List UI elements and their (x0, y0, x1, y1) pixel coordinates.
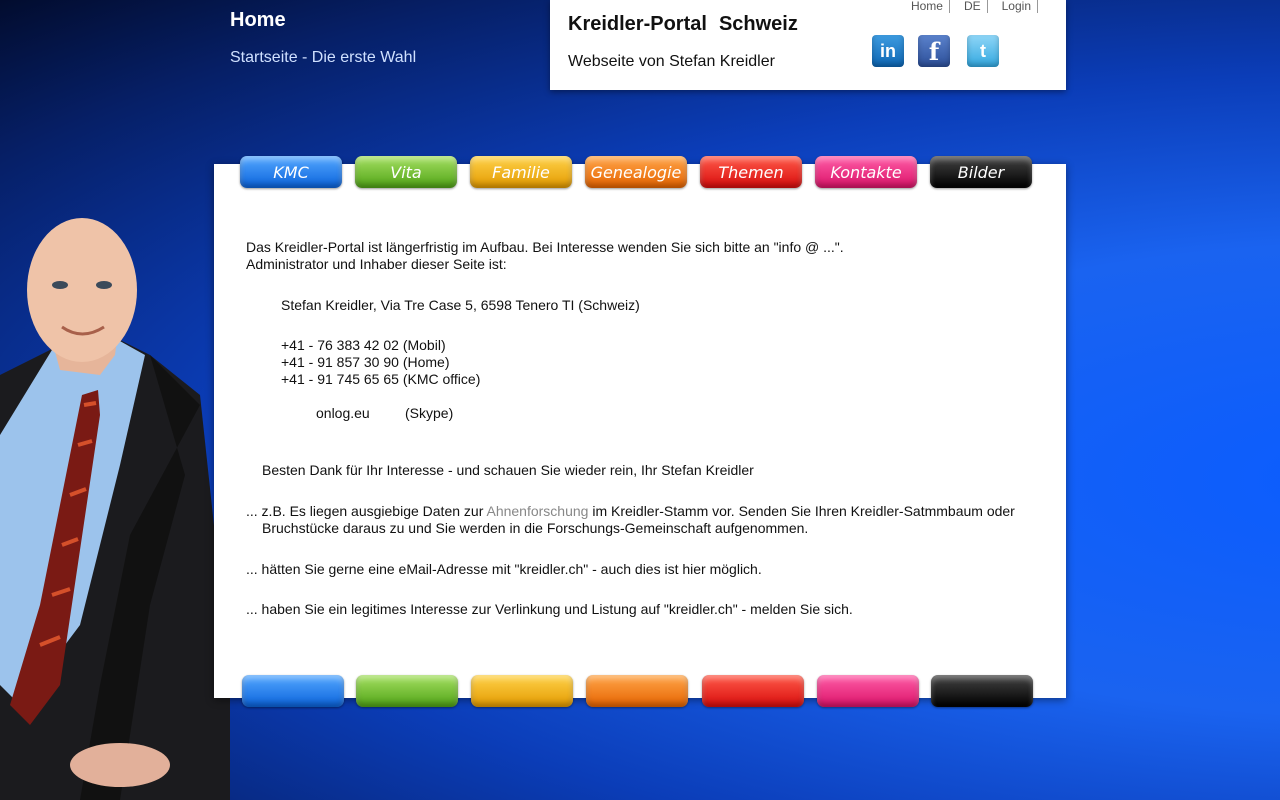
ahnenforschung-link[interactable]: Ahnenforschung (486, 503, 589, 519)
footer-tab-red[interactable] (702, 675, 804, 707)
portrait-image (0, 205, 230, 800)
portal-subtitle: Webseite von Stefan Kreidler (568, 53, 775, 70)
link-paragraph: ... haben Sie ein legitimes Interesse zur Verlinkung und Listung auf "kreidler.ch" - melden Sie sich. (246, 601, 853, 617)
top-links (897, 0, 1038, 13)
footer-tab-blue[interactable] (242, 675, 344, 707)
email-paragraph: ... hätten Sie gerne eine eMail-Adresse mit "kreidler.ch" - auch dies ist hier möglich. (246, 561, 762, 577)
login-link[interactable]: Login (988, 0, 1038, 13)
footer-tab-orange[interactable] (586, 675, 688, 707)
tab-kmc[interactable]: KMC (240, 156, 342, 188)
footer-tab-black[interactable] (931, 675, 1033, 707)
tab-bilder[interactable]: Bilder (930, 156, 1032, 188)
intro-text: Das Kreidler-Portal ist längerfristig im Aufbau. Bei Interesse wenden Sie sich bitte an "info @ ...". Administrator und Inhaber dieser Seite ist: (246, 239, 844, 272)
phone-list (281, 337, 480, 388)
content-panel (214, 164, 1066, 698)
footer-tab-yellow[interactable] (471, 675, 573, 707)
portal-title (568, 13, 798, 36)
phone-home: +41 - 91 857 30 90 (Home) (281, 354, 450, 370)
thanks-text: Besten Dank für Ihr Interesse - und schauen Sie wieder rein, Ihr Stefan Kreidler (262, 462, 754, 478)
main-nav (240, 156, 1040, 188)
phone-office: +41 - 91 745 65 65 (KMC office) (281, 371, 481, 387)
footer-tab-pink[interactable] (817, 675, 919, 707)
footer-nav (240, 675, 1040, 707)
phone-mobile: +41 - 76 383 42 02 (Mobil) (281, 337, 446, 353)
genealogy-paragraph: ... z.B. Es liegen ausgiebige Daten zur Ahnenforschung im Kreidler-Stamm vor. Senden Sie Ihren Kreidler-Satmmbaum oder Bruchstücke daraus zu und Sie werden in die Forschungs-Gemeinschaft aufgenommen. (246, 503, 1015, 536)
portal-title-right: Schweiz (718, 13, 798, 35)
facebook-icon[interactable]: f (918, 35, 950, 67)
twitter-icon[interactable]: t (967, 35, 999, 67)
portal-title-left: Kreidler-Portal (568, 13, 707, 35)
tab-themen[interactable]: Themen (700, 156, 802, 188)
tab-genealogie[interactable]: Genealogie (585, 156, 687, 188)
address-text: Stefan Kreidler, Via Tre Case 5, 6598 Tenero TI (Schweiz) (281, 297, 640, 313)
page-heading: Home (230, 9, 286, 31)
tab-vita[interactable]: Vita (355, 156, 457, 188)
home-link[interactable]: Home (897, 0, 950, 13)
skype-label: (Skype) (405, 405, 454, 421)
header-box (550, 0, 1066, 90)
language-link[interactable]: DE (950, 0, 988, 13)
tab-kontakte[interactable]: Kontakte (815, 156, 917, 188)
page-subheading: Startseite - Die erste Wahl (230, 49, 417, 66)
skype-name: onlog.eu (316, 405, 370, 421)
footer-tab-green[interactable] (356, 675, 458, 707)
tab-familie[interactable]: Familie (470, 156, 572, 188)
linkedin-icon[interactable]: in (872, 35, 904, 67)
